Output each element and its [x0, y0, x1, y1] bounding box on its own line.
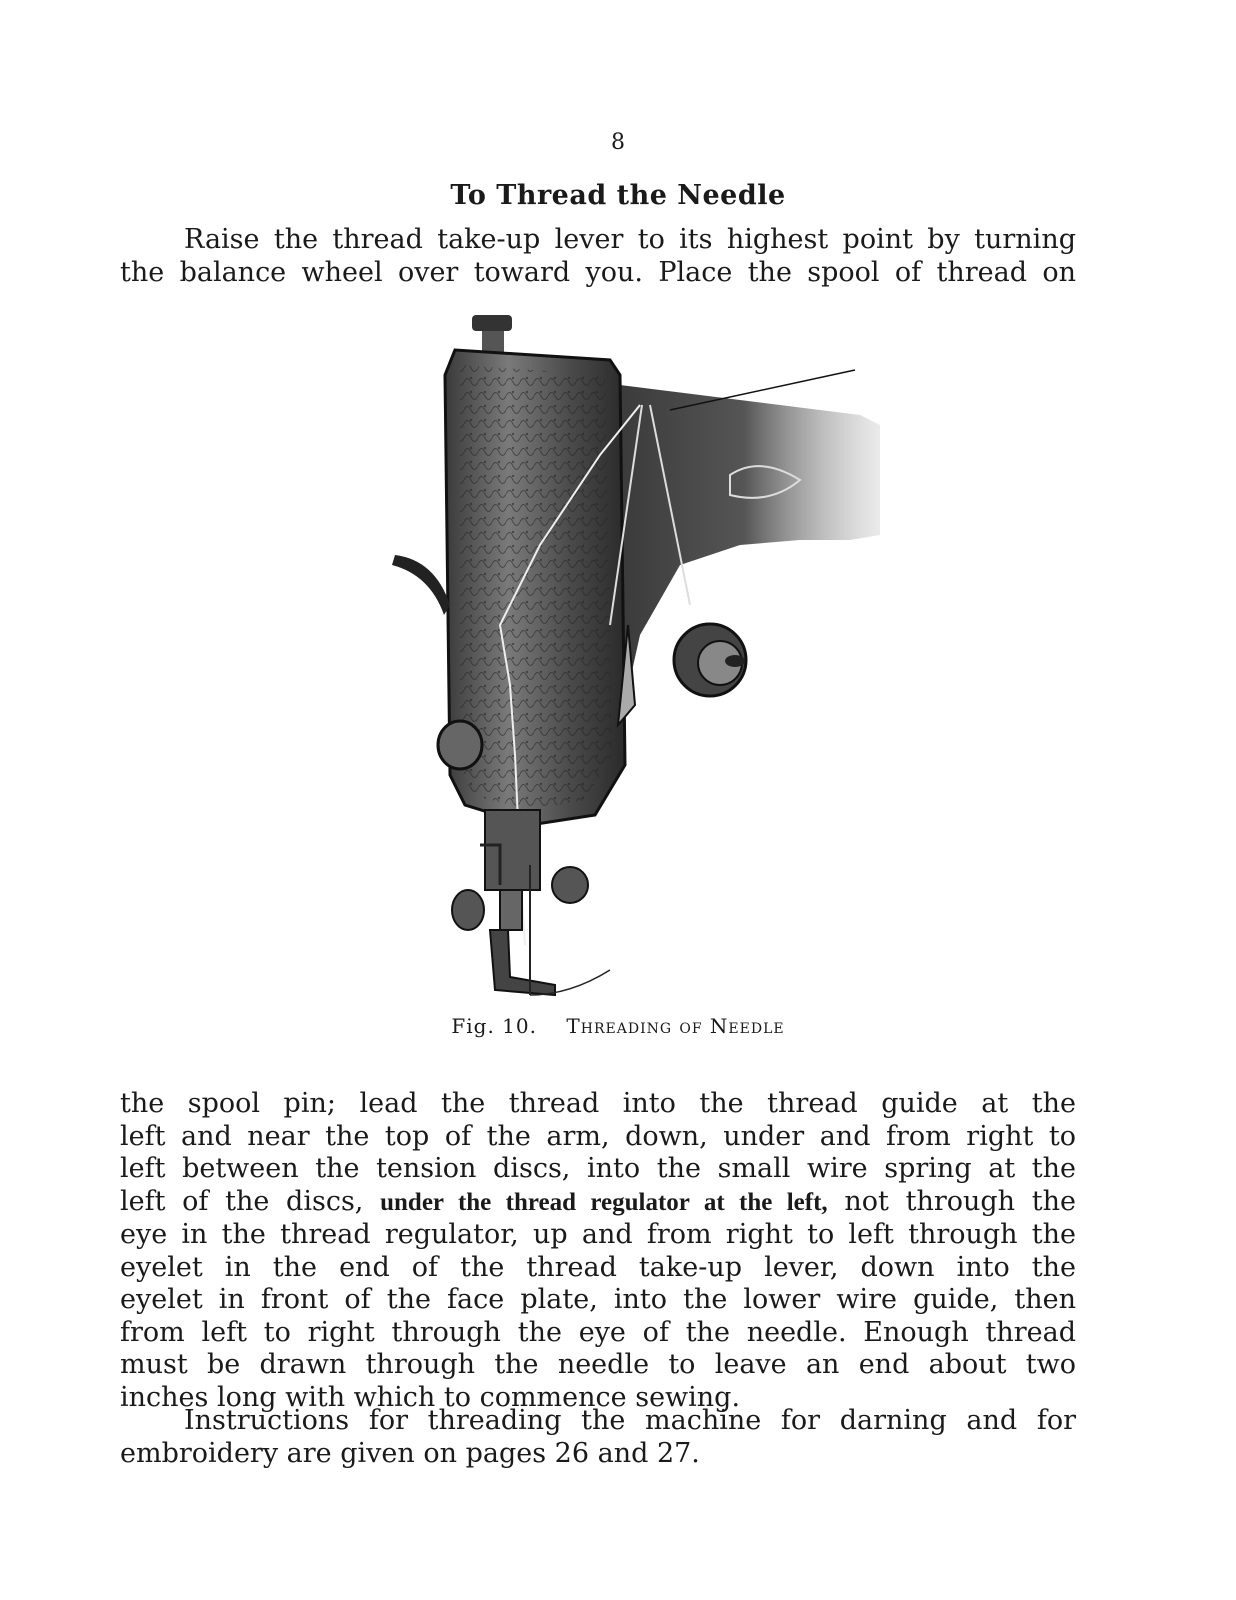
body-line: left and near the top of the arm, down, under and from right to — [120, 1120, 1076, 1152]
section-title: To Thread the Needle — [450, 180, 786, 211]
body-text: not through the — [827, 1185, 1076, 1217]
intro-line-2: the balance wheel over toward you. Place the spool of thread on — [120, 256, 1076, 288]
body-line: inches long with which to commence sewing. — [120, 1381, 741, 1413]
figure-caption — [0, 1014, 1236, 1038]
body-text: left of the discs, — [120, 1185, 381, 1217]
intro-paragraph — [120, 224, 1076, 289]
page-number: 8 — [611, 130, 625, 155]
closing-line-2: embroidery are given on pages 26 and 27. — [120, 1437, 700, 1469]
body-line: the spool pin; lead the thread into the thread guide at the — [120, 1088, 1076, 1119]
figure-caption-text: Threading of Needle — [566, 1014, 785, 1038]
body-line: eyelet in front of the face plate, into the lower wire guide, then — [120, 1284, 1076, 1315]
figure-label: Fig. 10. — [451, 1014, 537, 1038]
body-line: must be drawn through the needle to leave an end about two — [120, 1349, 1076, 1380]
closing-paragraph — [120, 1405, 1076, 1470]
closing-line-1: Instructions for threading the machine for darning and for — [184, 1405, 1076, 1436]
sewing-machine-head-illustration — [380, 305, 900, 1015]
intro-line-1: Raise the thread take-up lever to its highest point by turning — [184, 224, 1076, 255]
body-line: from left to right through the eye of the needle. Enough thread — [120, 1316, 1076, 1348]
body-line: left between the tension discs, into the small wire spring at the — [120, 1153, 1076, 1184]
body-line: eye in the thread regulator, up and from right to left through the — [120, 1219, 1076, 1250]
emphasis-text: under the thread regulator at the left, — [380, 1188, 828, 1216]
body-line-with-emphasis — [120, 1186, 1076, 1220]
threading-instructions-paragraph — [120, 1088, 1076, 1414]
body-line: eyelet in the end of the thread take-up lever, down into the — [120, 1251, 1076, 1283]
